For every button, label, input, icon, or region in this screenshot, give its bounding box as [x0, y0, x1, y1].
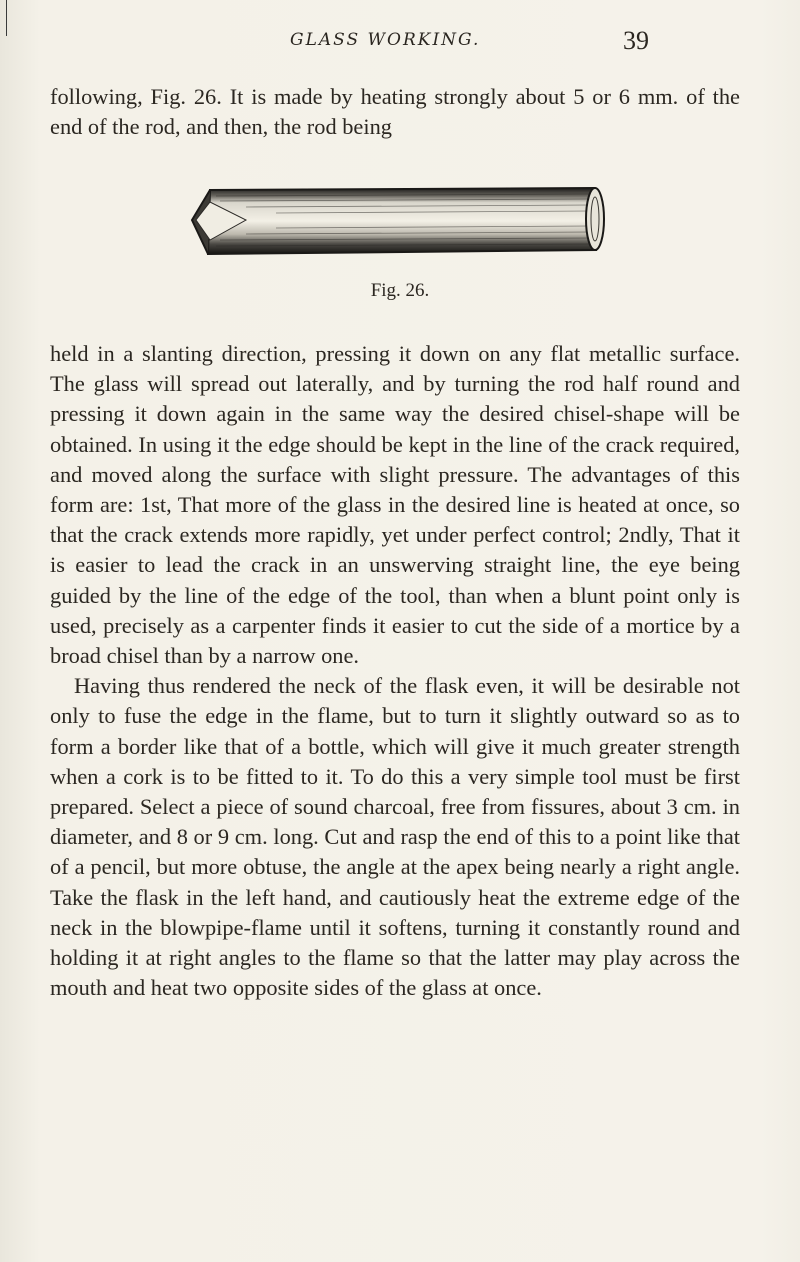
main-text	[50, 339, 740, 1003]
opening-paragraph	[50, 82, 740, 142]
glass-rod-figure	[186, 176, 618, 266]
paragraph-1: held in a slanting direction, pressing it down on any flat metallic surface. The glass will spread out laterally, and by turning the rod half round and pressing it down again in the same way the desired chisel-shape will be obtained. In using it the edge should be kept in the line of the crack required, and moved along the surface with slight pressure. The advantages of this form are: 1st, That more of the glass in the desired line is heated at once, so that the crack extends more rapidly, yet under perfect control; 2ndly, That it is easier to lead the crack in an unswerving straight line, the eye being guided by the line of the edge of the tool, than when a blunt point only is used, precisely as a carpenter finds it easier to cut the side of a mortice by a broad chisel than by a narrow one.	[50, 341, 740, 669]
binding-edge-line	[6, 0, 7, 36]
running-head: GLASS WORKING.	[290, 30, 481, 50]
opening-paragraph-text: following, Fig. 26. It is made by heating strongly about 5 or 6 mm. of the end of the rod, and then, the rod being	[50, 84, 740, 140]
paragraph-2: Having thus rendered the neck of the flask even, it will be desirable not only to fuse the edge in the flame, but to turn it slightly outward so as to form a border like that of a bottle, which will give it much greater strength when a cork is to be fitted to it. To do this a very simple tool must be first prepared. Select a piece of sound charcoal, free from fissures, about 3 cm. in diameter, and 8 or 9 cm. long. Cut and rasp the end of this to a point like that of a pencil, but more obtuse, the angle at the apex being nearly a right angle. Take the flask in the left hand, and cautiously heat the extreme edge of the neck in the blowpipe-flame until it softens, turning it constantly round and holding it at right angles to the flame so that the latter may play across the mouth and heat two opposite sides of the glass at once.	[50, 673, 740, 1001]
figure-caption: Fig. 26.	[370, 280, 430, 301]
page-number: 39	[623, 26, 649, 55]
